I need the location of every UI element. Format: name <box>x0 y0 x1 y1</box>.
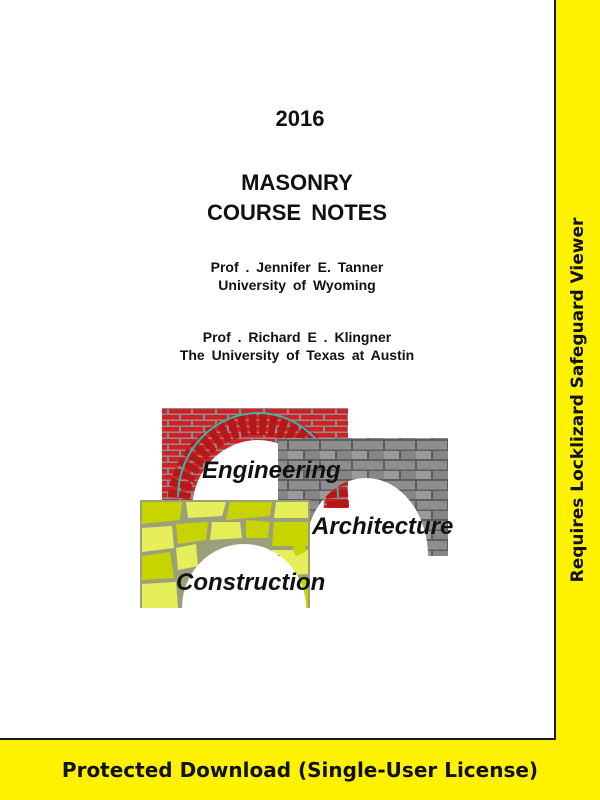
label-architecture: Architecture <box>312 513 454 540</box>
bottom-watermark-text: Protected Download (Single-User License) <box>61 758 539 782</box>
label-engineering: Engineering <box>202 457 341 484</box>
bottom-watermark-banner <box>0 740 600 800</box>
side-watermark-text: Requires Locklizard Safeguard Viewer <box>568 217 588 583</box>
label-construction: Construction <box>176 569 326 596</box>
